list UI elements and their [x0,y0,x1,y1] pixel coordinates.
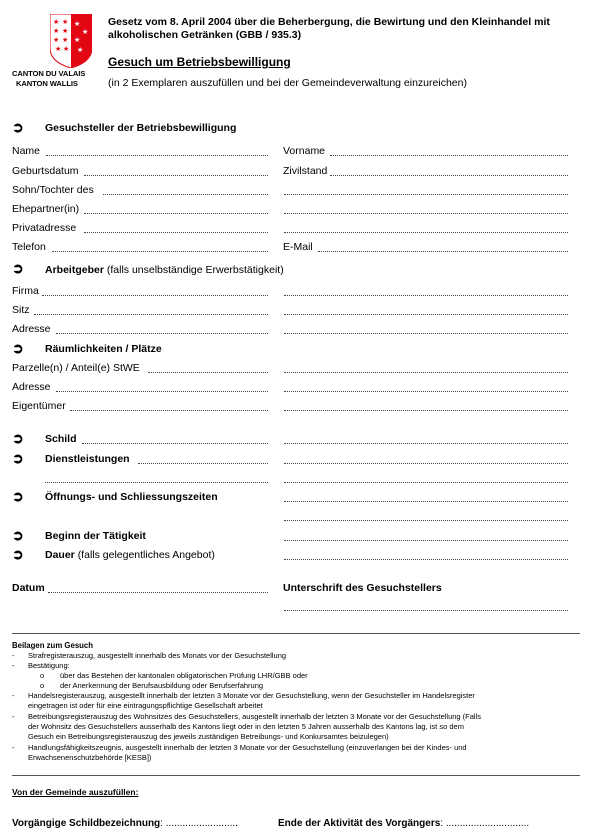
privatadresse-label: Privatadresse [12,222,77,234]
privatadresse-field-2[interactable] [284,232,568,233]
attachment-item-5-line2: Erwachsenenschutzbehörde [KESB]) [28,753,152,762]
svg-text:★: ★ [74,20,81,28]
attachment-item-2b: der Anerkennung der Berufsausbildung oder Berufserfahrung [60,681,264,690]
municipality-ende-field[interactable]: : .............................. [440,818,530,829]
bullet-dash-icon: - [12,661,15,670]
svg-text:★: ★ [53,18,60,26]
svg-text:★: ★ [62,36,69,44]
svg-text:★: ★ [74,36,81,44]
unterschrift-field[interactable] [284,610,568,611]
employer-adresse-label: Adresse [12,323,51,335]
canton-valais-logo-icon [50,14,92,68]
zivilstand-label: Zivilstand [283,165,328,177]
form-subtitle: (in 2 Exemplaren auszufüllen und bei der Gemeindeverwaltung einzureichen) [108,77,467,89]
name-label: Name [12,145,41,157]
dauer-field[interactable] [284,559,568,560]
municipality-schild-label: Vorgängige Schildbezeichnung [12,818,161,829]
canton-name [12,69,85,89]
section-arrow-icon: ➲ [12,450,24,466]
law-reference: Gesetz vom 8. April 2004 über die Beherbergung, die Bewirtung und den Kleinhandel mit alkoholischen Getränken (GBB / 935.3) [108,16,550,41]
bullet-dash-icon: - [12,651,15,660]
svg-text:★: ★ [62,27,69,35]
bullet-circle-icon: o [40,681,45,690]
canton-name-de: KANTON WALLIS [16,79,78,88]
premises-adresse-label: Adresse [12,381,51,393]
svg-text:★: ★ [53,27,60,35]
parzelle-field-2[interactable] [284,372,568,373]
sohn-label: Sohn/Tochter des [12,184,94,196]
attachment-item-4-line2: der Wohnsitz des Gesuchstellers ausserhalb des Kantons liegt oder in den letzten 5 Jahren ausserhalb des Kantons lag, ist so dem [28,722,464,731]
municipality-ende [278,818,529,829]
premises-adresse-field-2[interactable] [284,391,568,392]
svg-text:★: ★ [77,46,84,54]
ehepartner-field[interactable] [84,213,268,214]
parzelle-field[interactable] [148,372,268,373]
parzelle-label: Parzelle(n) / Anteil(e) StWE [12,362,140,374]
employer-heading [45,264,284,276]
municipality-schild [12,818,238,829]
bullet-dash-icon: - [12,712,15,721]
firma-field-2[interactable] [284,295,568,296]
section-arrow-icon: ➲ [12,340,24,356]
oeffnung-field-2[interactable] [284,520,568,521]
eigentuemer-field-2[interactable] [284,410,568,411]
sitz-label: Sitz [12,304,30,316]
datum-field[interactable] [48,592,268,593]
divider [12,633,580,634]
dienstleistungen-field-4[interactable] [284,482,568,483]
dienstleistungen-field[interactable] [138,463,268,464]
svg-text:★: ★ [53,36,60,44]
employer-heading-note: (falls unselbständige Erwerbstätigkeit) [106,264,284,276]
employer-adresse-field[interactable] [56,333,268,334]
section-arrow-icon: ➲ [12,527,24,543]
attachments-heading: Beilagen zum Gesuch [12,641,94,650]
dauer-text: Dauer [45,549,75,561]
attachment-item-5-line1: Handlungsfähigkeitszeugnis, ausgestellt innerhalb der letzten 3 Monate vor der Gesuchstellung (einzuverlangen bei der Kindes- und [28,743,467,752]
ehepartner-label: Ehepartner(in) [12,203,80,215]
municipality-schild-field[interactable]: : .......................... [160,818,238,829]
sohn-field[interactable] [103,194,268,195]
schild-field[interactable] [82,443,268,444]
attachment-item-4-line3: Gesuch ein Betreibungsregisterauszug des jeweils zuständigen Betreibungs- und Konkursamtes beizulegen) [28,732,389,741]
beginn-field[interactable] [284,540,568,541]
datum-label: Datum [12,582,45,594]
geburtsdatum-label: Geburtsdatum [12,165,79,177]
attachment-item-3-line1: Handelsregisterauszug, ausgestellt innerhalb der letzten 3 Monate vor der Gesuchstellung, wenn der Gesuchsteller im Handelsregister [28,691,475,700]
beginn-label: Beginn der Tätigkeit [45,530,146,542]
svg-text:★: ★ [82,28,89,36]
municipality-heading: Von der Gemeinde auszufüllen: [12,787,139,797]
attachment-item-3-line2: eingetragen ist oder für eine eintragungspflichtige Gesellschaft arbeitet [28,701,263,710]
bullet-dash-icon: - [12,743,15,752]
bullet-dash-icon: - [12,691,15,700]
schild-label: Schild [45,433,77,445]
vorname-field[interactable] [330,155,568,156]
ehepartner-field-2[interactable] [284,213,568,214]
eigentuemer-label: Eigentümer [12,400,66,412]
name-field[interactable] [46,155,268,156]
geburtsdatum-field[interactable] [84,175,268,176]
vorname-label: Vorname [283,145,326,157]
sitz-field-2[interactable] [284,314,568,315]
dienstleistungen-field-3[interactable] [45,482,268,483]
oeffnung-label: Öffnungs- und Schliessungszeiten [45,491,218,503]
svg-text:★: ★ [55,45,62,53]
firma-field[interactable] [42,295,268,296]
eigentuemer-field[interactable] [70,410,268,411]
section-arrow-icon: ➲ [12,488,24,504]
telefon-label: Telefon [12,241,46,253]
dienstleistungen-label: Dienstleistungen [45,453,130,465]
email-field[interactable] [318,251,568,252]
schild-field-2[interactable] [284,443,568,444]
attachment-item-2: Bestätigung: [28,661,70,670]
email-label: E-Mail [283,241,313,253]
attachment-item-2a: über das Bestehen der kantonalen obligatorischen Prüfung LHR/GBB oder [60,671,308,680]
employer-heading-text: Arbeitgeber [45,264,104,276]
section-arrow-icon: ➲ [12,119,24,135]
oeffnung-field[interactable] [284,501,568,502]
dauer-label [45,549,215,561]
dienstleistungen-field-2[interactable] [284,463,568,464]
attachment-item-4-line1: Betreibungsregisterauszug des Wohnsitzes des Gesuchstellers, ausgestellt innerhalb der letzten 3 Monate vor der Gesuchstellung (Falls [28,712,482,721]
svg-text:★: ★ [62,18,69,26]
premises-heading: Räumlichkeiten / Plätze [45,343,162,355]
telefon-field[interactable] [52,251,268,252]
zivilstand-field[interactable] [330,175,568,176]
section-arrow-icon: ➲ [12,260,24,276]
attachment-item-1: Strafregisterauszug, ausgestellt innerhalb des Monats vor der Gesuchstellung [28,651,287,660]
svg-text:★: ★ [63,45,70,53]
section-arrow-icon: ➲ [12,430,24,446]
canton-name-fr: CANTON DU VALAIS [12,69,86,78]
firma-label: Firma [12,285,39,297]
employer-adresse-field-2[interactable] [284,333,568,334]
premises-adresse-field[interactable] [56,391,268,392]
section-arrow-icon: ➲ [12,546,24,562]
bullet-circle-icon: o [40,671,45,680]
unterschrift-label: Unterschrift des Gesuchstellers [283,582,442,594]
form-title: Gesuch um Betriebsbewilligung [108,55,291,69]
municipality-ende-label: Ende der Aktivität des Vorgängers [278,818,441,829]
sitz-field[interactable] [34,314,268,315]
applicant-heading: Gesuchsteller der Betriebsbewilligung [45,122,237,134]
dauer-note: (falls gelegentliches Angebot) [77,549,215,561]
sohn-field-2[interactable] [284,194,568,195]
privatadresse-field[interactable] [84,232,268,233]
divider [12,775,580,776]
